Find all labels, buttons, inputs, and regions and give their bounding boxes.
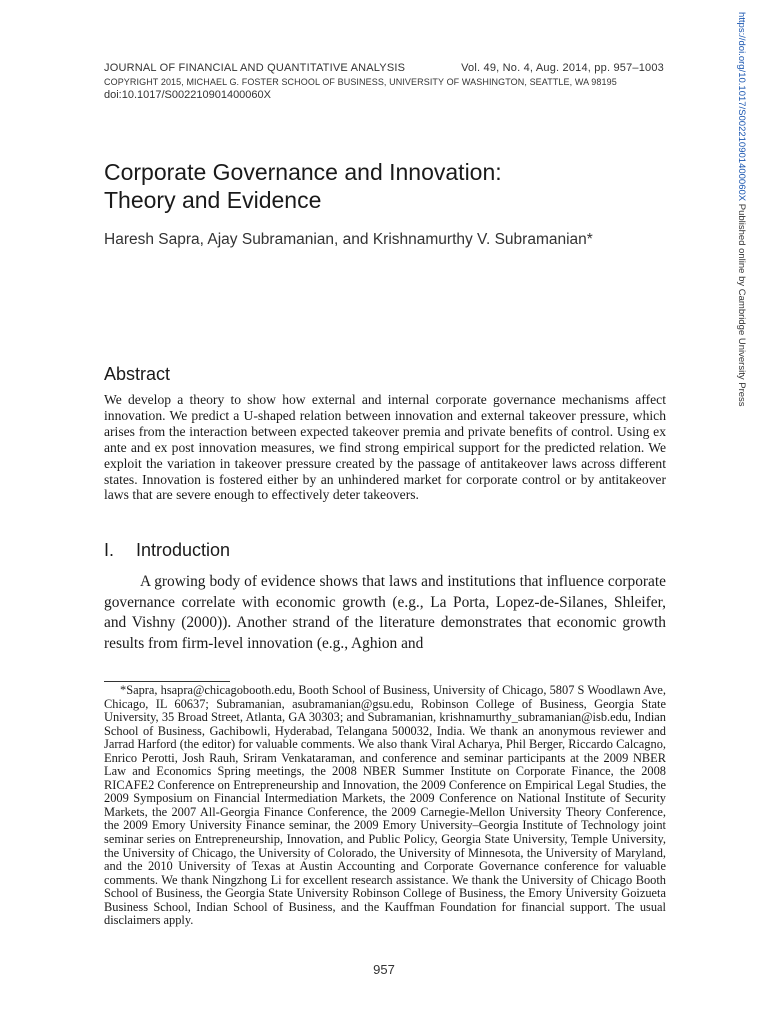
side-margin-doi <box>736 12 747 407</box>
section-number: I. <box>104 540 115 560</box>
doi-line: doi:10.1017/S002210901400060X <box>104 89 271 101</box>
section-title: Introduction <box>136 540 231 560</box>
copyright-line: COPYRIGHT 2015, MICHAEL G. FOSTER SCHOOL OF BUSINESS, UNIVERSITY OF WASHINGTON, SEATTLE, WA 98195 <box>104 77 617 87</box>
abstract-text: We develop a theory to show how external and internal corporate governance mechanisms affect innovation. We predict a U-shaped relation between innovation and external takeover pressure, which arises from the interaction between expected takeover premia and private benefits of control. Using ex ante and ex post innovation measures, we find strong empirical support for the predicted relation. We exploit the variation in takeover pressure created by the passage of antitakeover laws across different states. Innovation is fostered either by an unhindered market for corporate control or by antitakeover laws that are severe enough to effectively deter takeovers. <box>104 392 666 503</box>
doi-link[interactable]: https://doi.org/10.1017/S002210901400060X <box>736 12 747 202</box>
journal-header <box>104 62 664 74</box>
introduction-paragraph: A growing body of evidence shows that laws and institutions that influence corporate governance correlate with economic growth (e.g., La Porta, Lopez-de-Silanes, Shleifer, and Vishny (2000)). Another strand of the literature demonstrates that economic growth results from firm-level innovation (e.g., Aghion and <box>104 573 666 652</box>
title-line-1: Corporate Governance and Innovation: <box>104 159 502 185</box>
journal-name: JOURNAL OF FINANCIAL AND QUANTITATIVE ANALYSIS <box>104 62 406 74</box>
article-title <box>104 158 664 214</box>
author-footnote: *Sapra, hsapra@chicagobooth.edu, Booth School of Business, University of Chicago, 5807 S Woodlawn Ave, Chicago, IL 60637; Subramanian, asubramanian@gsu.edu, Robinson College of Business, Georgia State University, 35 Broad Street, Atlanta, GA 30303; and Subramanian, krishnamurthy_subramanian@isb.edu, Indian School of Business, Gachibowli, Hyderabad, Telangana 500032, India. We thank an anonymous reviewer and Jarrad Harford (the editor) for valuable comments. We also thank Viral Acharya, Phil Berger, Riccardo Calcagno, Enrico Perotti, Josh Rauh, Sriram Venkataraman, and conference and seminar participants at the 2009 NBER Law and Economics Spring meetings, the 2008 NBER Summer Institute on Corporate Finance, the 2008 RICAFE2 Conference on Entrepreneurship and Innovation, the 2009 Conference on Empirical Legal Studies, the 2009 Symposium on Financial Intermediation Markets, the 2009 Conference on National Institute of Security Markets, the 2007 All-Georgia Finance Conference, the 2009 Carnegie-Mellon University Theory Conference, the 2009 Emory University Finance seminar, the 2009 Emory University–Georgia Institute of Technology joint seminar series on Entrepreneurship, Innovation, and Public Policy, Georgia State University, Temple University, the University of Chicago, the University of Colorado, the University of Minnesota, the University of Maryland, and the 2010 University of Texas at Austin Accounting and Corporate Governance conference for valuable comments. We thank Ningzhong Li for excellent research assistance. We thank the University of Chicago Booth School of Business, the Georgia State University Robinson College of Business, the Emory University Goizueta Business School, Indian School of Business, and the Kauffman Foundation for financial support. The usual disclaimers apply. <box>104 683 666 928</box>
journal-volume: Vol. 49, No. 4, Aug. 2014, pp. 957–1003 <box>461 62 664 74</box>
abstract-heading: Abstract <box>104 364 171 384</box>
section-heading-introduction <box>104 540 230 561</box>
footnote-divider <box>104 681 230 682</box>
author-list: Haresh Sapra, Ajay Subramanian, and Krishnamurthy V. Subramanian* <box>104 231 593 248</box>
page-number: 957 <box>373 962 395 977</box>
title-line-2: Theory and Evidence <box>104 187 322 213</box>
published-online-note: Published online by Cambridge University Press <box>736 201 747 407</box>
